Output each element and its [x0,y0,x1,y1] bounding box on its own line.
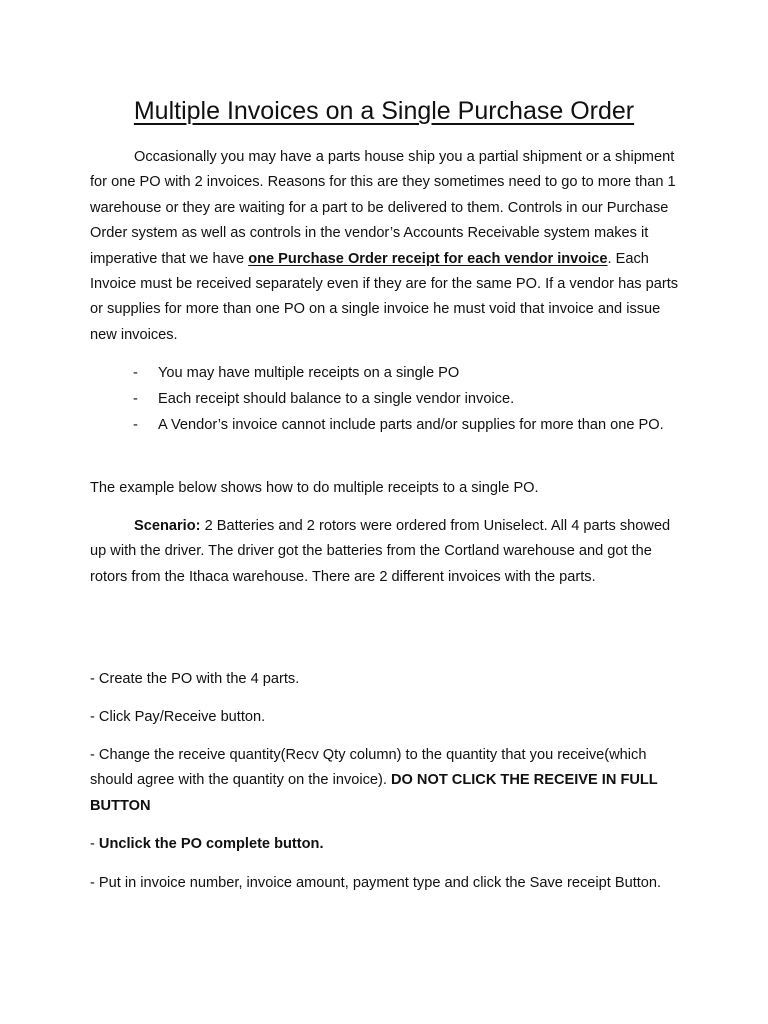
example-paragraph: The example below shows how to do multiple receipts to a single PO. [90,480,539,496]
list-item [133,361,693,387]
step-change-quantity-text: - Change the receive quantity(Recv Qty column) to the quantity that you receive(which should agree with the quantity on the invoice). [90,747,647,789]
step-click-pay-receive: - Click Pay/Receive button. [90,709,266,725]
bullet-dash: - [133,416,138,433]
step-warning: DO NOT CLICK THE RECEIVE IN FULL BUTTON [90,772,658,814]
bullet-dash: - [133,390,138,407]
list-item-text: You may have multiple receipts on a single PO [158,365,460,381]
bullet-dash: - [133,365,138,381]
scenario-paragraph [90,514,690,590]
rules-list [133,361,693,438]
scenario-label: Scenario: [134,518,201,534]
page-title: Multiple Invoices on a Single Purchase Order [133,97,635,125]
list-item [133,387,693,413]
step-enter-invoice: - Put in invoice number, invoice amount, payment type and click the Save receipt Button. [90,875,662,891]
step-create-po: - Create the PO with the 4 parts. [90,671,300,687]
intro-emphasis: one Purchase Order receipt for each vendor invoice [248,250,608,267]
step-change-quantity [90,743,690,819]
intro-text-part2: . Each Invoice must be received separately even if they are for the same PO. If a vendor has parts or supplies for more than one PO on a single invoice he must void that invoice and issue new invoices. [90,250,679,343]
step-unclick-text: Unclick the PO complete button. [98,836,324,852]
list-item [133,413,693,439]
intro-paragraph [90,145,690,348]
scenario-text: 2 Batteries and 2 rotors were ordered from Uniselect. All 4 parts showed up with the driver. The driver got the batteries from the Cortland warehouse and got the rotors from the Ithaca warehouse. There are 2 different invoices with the parts. [90,518,671,585]
list-item-text: Each receipt should balance to a single vendor invoice. [158,390,515,407]
list-item-text: A Vendor’s invoice cannot include parts and/or supplies for more than one PO. [158,416,664,433]
step-unclick-po-complete [90,832,690,857]
step-unclick-prefix: - [90,836,99,852]
intro-text-part1: Occasionally you may have a parts house ship you a partial shipment or a shipment for one PO with 2 invoices. Reasons for this are they sometimes need to go to more than 1 warehouse or they are waiting for a part to be delivered to them. Controls in our Purchase Order system as well as controls in the vendor’s Accounts Receivable system makes it imperative that we have [90,149,676,267]
